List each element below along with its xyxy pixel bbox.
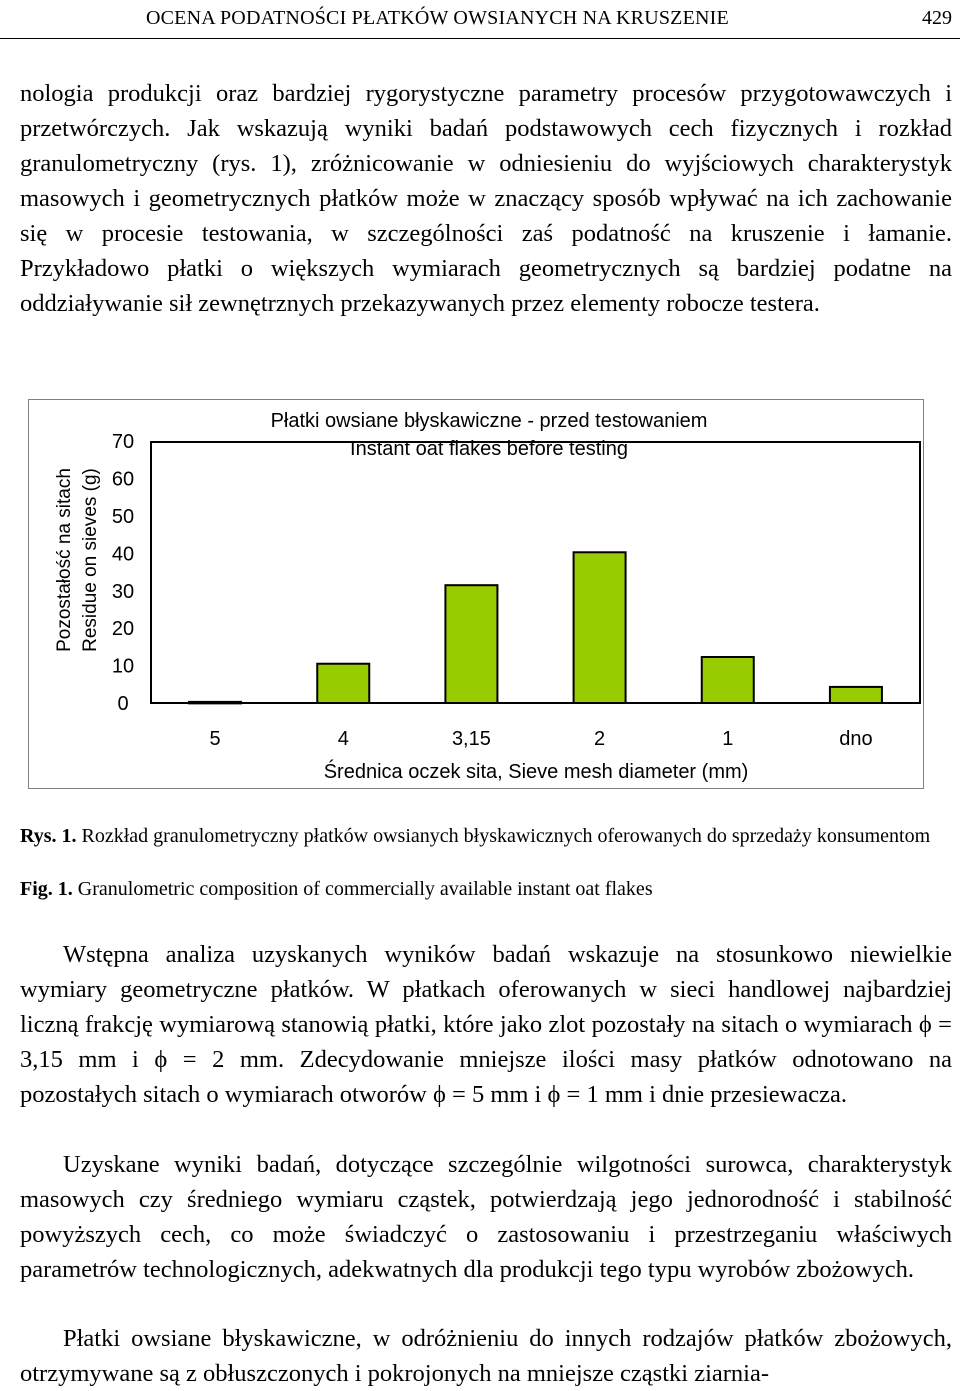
chart-subtitle: Instant oat flakes before testing <box>350 438 628 460</box>
y-tick-label: 20 <box>111 618 135 641</box>
bar-0 <box>189 702 241 704</box>
x-tick-label: dno <box>839 728 873 750</box>
y-tick-label: 70 <box>111 431 135 454</box>
running-title: OCENA PODATNOŚCI PŁATKÓW OWSIANYCH NA KRUSZENIE <box>146 7 729 29</box>
figure-caption-en <box>20 876 950 902</box>
x-tick-label: 2 <box>594 728 606 750</box>
bar-4 <box>702 657 754 703</box>
running-header <box>0 0 960 39</box>
y-tick-label: 30 <box>111 580 135 603</box>
caption-label-en: Fig. 1. <box>20 878 73 900</box>
y-tick-label: 0 <box>117 693 129 715</box>
y-axis-label-pl: Pozostałość na sitach <box>54 468 75 652</box>
x-tick-labels <box>210 728 873 750</box>
bar-5 <box>830 687 882 703</box>
caption-label-pl: Rys. 1. <box>20 825 77 847</box>
paragraph-2: Wstępna analiza uzyskanych wyników badań wskazuje na stosunkowo niewielkie wymiary geometryczne płatków. W płatkach oferowanych w sieci handlowej najbardziej liczną frakcję wymiarową stanowią płatki, które jako zlot pozostały na sitach o wymiarach ϕ = 3,15 mm i ϕ = 2 mm. Zdecydowanie mniejsze ilości masy płatków odnotowano na pozostałych sitach o wymiarach otworów ϕ = 5 mm i ϕ = 1 mm i dnie przesiewacza. <box>20 941 952 1108</box>
caption-text-pl: Rozkład granulometryczny płatków owsianych błyskawicznych oferowanych do sprzedaży konsumentom <box>76 825 931 847</box>
y-tick-labels <box>112 431 134 715</box>
paragraph-3: Uzyskane wyniki badań, dotyczące szczególnie wilgotności surowca, charakterystyk masowych czy średniego wymiaru cząstek, potwierdzają jego jednorodność i stabilność powyższych cech, co może świadczyć o zastosowaniu i przestrzeganiu właściwych parametrów technologicznych, adekwatnych dla produkcji tego typu wyrobów zbożowych. <box>20 1151 952 1283</box>
y-tick-label: 60 <box>111 468 135 491</box>
x-tick-label: 4 <box>337 728 349 750</box>
bars <box>189 552 882 703</box>
x-tick-label: 3,15 <box>451 728 491 750</box>
paragraph-1: nologia produkcji oraz bardziej rygorystyczne parametry procesów przygotowawczych i przetwórczych. Jak wskazują wyniki badań podstawowych cech fizycznych i rozkład granulometryczny (rys. 1), zróżnicowanie w odniesieniu do wyjściowych charakterystyk masowych i geometrycznych płatków może w znaczący sposób wpływać na ich zachowanie się w procesie testowania, w szczególności zaś podatność na kruszenie i łamanie. Przykładowo płatki o większych wymiarach geometrycznych są bardziej podatne na oddziaływanie sił zewnętrznych przekazywanych przez elementy robocze testera. <box>20 80 952 317</box>
y-axis-label-en: Residue on sieves (g) <box>80 468 101 652</box>
bar-chart <box>29 400 925 790</box>
y-tick-label: 40 <box>111 543 135 566</box>
x-tick-label: 5 <box>209 728 221 750</box>
plot-area-frame <box>151 442 920 703</box>
x-tick-label: 1 <box>722 728 734 750</box>
caption-text-en: Granulometric composition of commercially available instant oat flakes <box>72 878 653 900</box>
chart-title: Płatki owsiane błyskawiczne - przed testowaniem <box>270 410 708 432</box>
figure-caption-pl <box>20 823 950 849</box>
bar-2 <box>445 585 497 703</box>
y-tick-label: 10 <box>111 655 135 678</box>
bar-1 <box>317 664 369 703</box>
bar-3 <box>574 552 626 703</box>
page-number: 429 <box>922 7 952 29</box>
y-tick-label: 50 <box>111 506 135 528</box>
x-axis-label: Średnica oczek sita, Sieve mesh diameter (mm) <box>323 761 749 783</box>
paragraph-4: Płatki owsiane błyskawiczne, w odróżnieniu do innych rodzajów płatków zbożowych, otrzymywane są z obłuszczonych i pokrojonych na mniejsze cząstki ziarnia- <box>20 1325 952 1387</box>
figure-1-chart <box>28 399 924 789</box>
